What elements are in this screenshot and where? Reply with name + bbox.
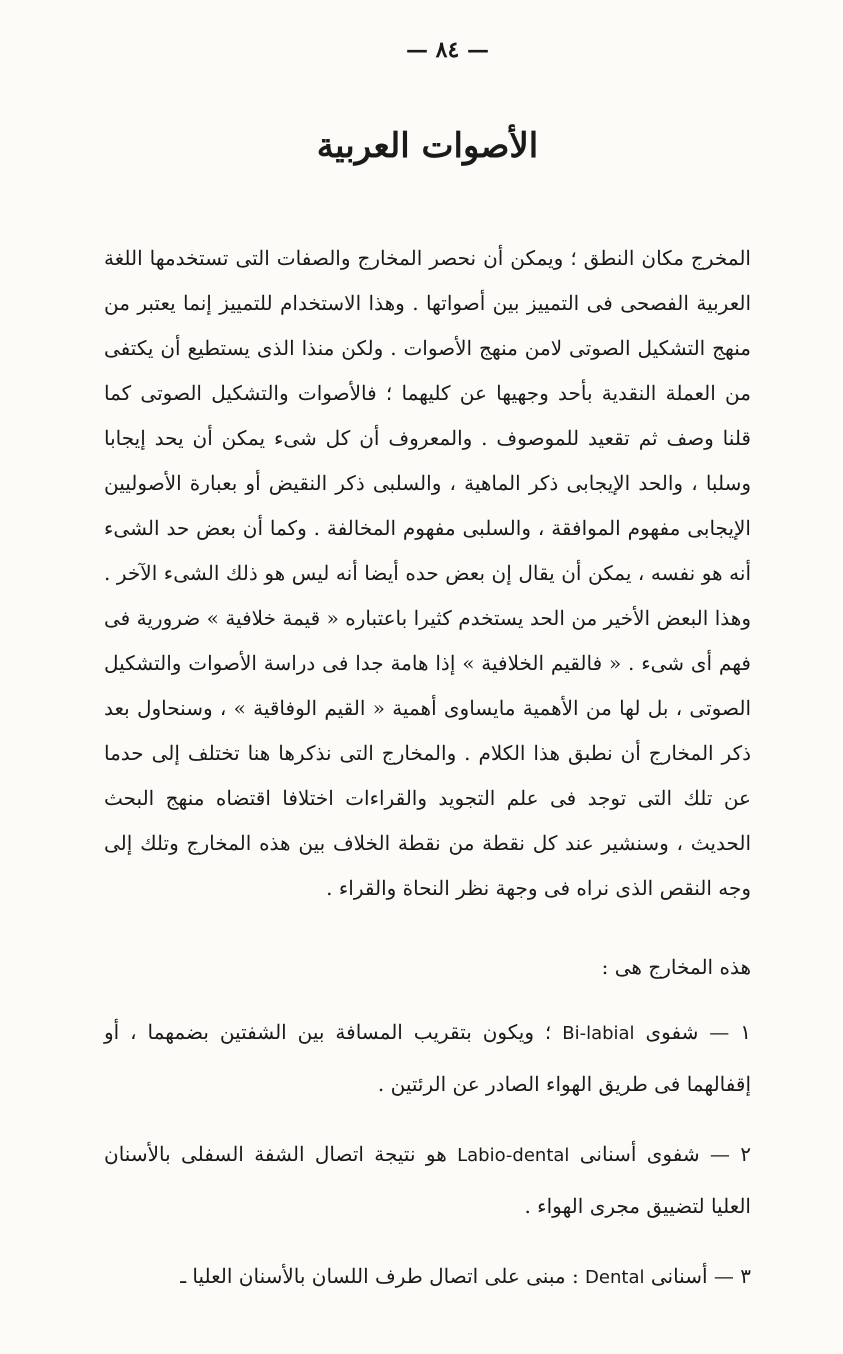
list-item: [104, 1007, 751, 1109]
list-item-text: هو نتيجة اتصال الشفة السفلى بالأسنان العليا لتضييق مجرى الهواء .: [104, 1142, 751, 1218]
list-item-term: Labio-dental: [457, 1145, 570, 1166]
list-item: [104, 1251, 751, 1303]
list-item-prefix: ٢ — شفوى أسنانى: [579, 1142, 751, 1166]
page-title: الأصوات العربية: [316, 126, 539, 166]
body-paragraph: المخرج مكان النطق ؛ ويمكن أن نحصر المخارج والصفات التى تستخدمها اللغة العربية الفصحى فى التمييز بين أصواتها . وهذا الاستخدام للتمييز إنما يعتبر من منهج التشكيل الصوتى لامن منهج الأصوات . ولكن منذا الذى يستطيع أن يكتفى من العملة النقدية بأحد وجهيها عن كليهما ؛ فالأصوات والتشكيل الصوتى كما قلنا وصف ثم تقعيد للموصوف . والمعروف أن كل شىء يمكن أن يحد إيجابا وسلبا ، والحد الإيجابى ذكر الماهية ، والسلبى ذكر النقيض أو بعبارة الأصوليين الإيجابى مفهوم الموافقة ، والسلبى مفهوم المخالفة . وكما أن بعض حد الشىء أنه هو نفسه ، يمكن أن يقال إن بعض حده أيضا أنه ليس هو ذلك الشىء الآخر . وهذا البعض الأخير من الحد يستخدم كثيرا باعتباره « قيمة خلافية » ضرورية فى فهم أى شىء . « فالقيم الخلافية » إذا هامة جدا فى دراسة الأصوات والتشكيل الصوتى ، بل لها من الأهمية مايساوى أهمية « القيم الوفاقية » ، وسنحاول بعد ذكر المخارج أن نطبق هذا الكلام . والمخارج التى نذكرها هنا تختلف إلى حدما عن تلك التى توجد فى علم التجويد والقراءات اختلافا اقتضاه منهج البحث الحديث ، وسنشير عند كل نقطة من نقطة الخلاف بين هذه المخارج وتلك إلى وجه النقص الذى نراه فى وجهة نظر النحاة والقراء .: [104, 246, 751, 900]
page-number: — ٨٤ —: [406, 37, 489, 63]
list-intro: هذه المخارج هى :: [601, 955, 751, 979]
list-item-prefix: ١ — شفوى: [645, 1020, 751, 1044]
list-item-text: ؛ ويكون بتقريب المسافة بين الشفتين بضمهما ، أو إقفالهما فى طريق الهواء الصادر عن الرئتين .: [104, 1020, 751, 1096]
list-item-term: Bi-labial: [562, 1023, 635, 1044]
list-item-term: Dental: [585, 1267, 645, 1288]
body-paragraph-container: [104, 236, 751, 911]
list-item: [104, 1129, 751, 1231]
list-item-prefix: ٣ — أسنانى: [650, 1264, 751, 1288]
list-item-text: : مبنى على اتصال طرف اللسان بالأسنان العليا ـ: [180, 1264, 579, 1288]
